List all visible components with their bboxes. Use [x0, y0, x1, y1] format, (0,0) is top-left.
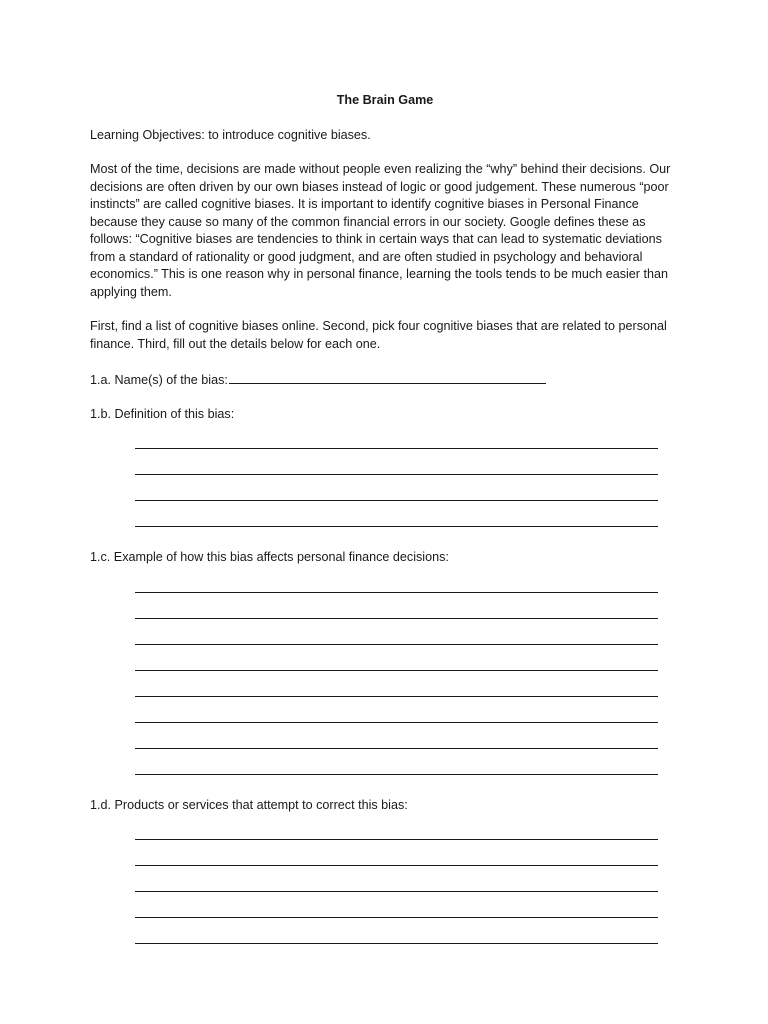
bias-name-blank[interactable] [229, 370, 546, 384]
answer-line[interactable] [135, 840, 658, 866]
question-1a-label: 1.a. Name(s) of the bias: [90, 373, 228, 387]
products-answer-lines [135, 814, 658, 944]
worksheet-page [90, 92, 680, 944]
answer-line[interactable] [135, 423, 658, 449]
question-1d-label: 1.d. Products or services that attempt to correct this bias: [90, 797, 408, 812]
page-title: The Brain Game [336, 93, 434, 107]
question-1a [90, 370, 680, 390]
answer-line[interactable] [135, 475, 658, 501]
definition-answer-lines [135, 423, 658, 527]
answer-line[interactable] [135, 749, 658, 775]
answer-line[interactable] [135, 866, 658, 892]
instructions-paragraph: First, find a list of cognitive biases online. Second, pick four cognitive biases that are related to personal finance. Third, fill out the details below for each one. [90, 319, 667, 351]
question-1c-label: 1.c. Example of how this bias affects personal finance decisions: [90, 550, 449, 564]
answer-line[interactable] [135, 567, 658, 593]
answer-line[interactable] [135, 645, 658, 671]
answer-line[interactable] [135, 501, 658, 527]
answer-line[interactable] [135, 619, 658, 645]
answer-line[interactable] [135, 814, 658, 840]
learning-objectives: Learning Objectives: to introduce cognitive biases. [90, 127, 371, 142]
answer-line[interactable] [135, 697, 658, 723]
answer-line[interactable] [135, 593, 658, 619]
answer-line[interactable] [135, 892, 658, 918]
answer-line[interactable] [135, 723, 658, 749]
answer-line[interactable] [135, 918, 658, 944]
question-1b-label: 1.b. Definition of this bias: [90, 406, 235, 421]
answer-line[interactable] [135, 449, 658, 475]
intro-paragraph: Most of the time, decisions are made without people even realizing the “why” behind their decisions. Our decisions are often driven by our own biases instead of logic or good judgement. These numerous “poor instincts” are called cognitive biases. It is important to identify cognitive biases in Personal Finance because they cause so many of the common financial errors in our society. Google defines these as follows: “Cognitive biases are tendencies to think in certain ways that can lead to systematic deviations from a standard of rationality or good judgment, and are often studied in psychology and behavioral economics.” This is one reason why in personal finance, learning the tools tends to be much easier than applying them. [90, 162, 671, 299]
example-answer-lines [135, 567, 658, 775]
answer-line[interactable] [135, 671, 658, 697]
